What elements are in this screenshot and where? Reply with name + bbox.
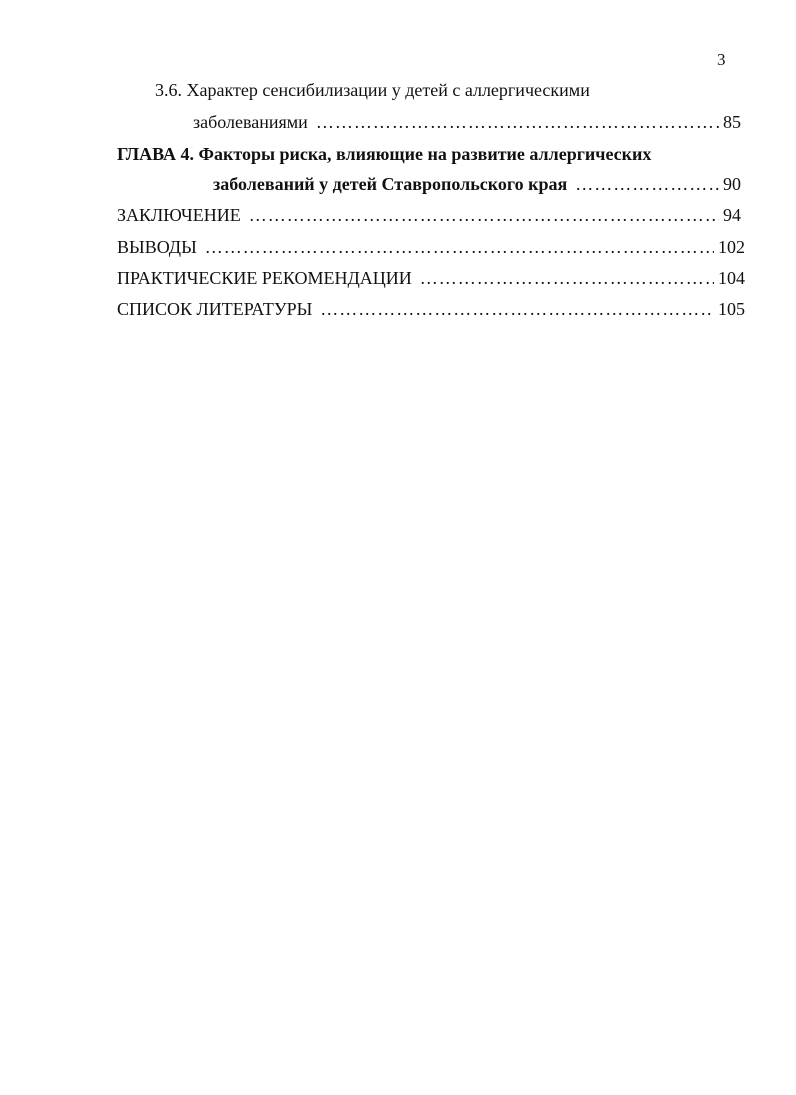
toc-findings-label: ВЫВОДЫ [117, 237, 197, 257]
toc-page-number: 105 [718, 299, 745, 319]
toc-page-number: 104 [718, 268, 745, 288]
toc-chapter-4-title-line2: заболеваний у детей Ставропольского края [213, 174, 568, 194]
toc-entry-references[interactable] [117, 298, 745, 320]
toc-entry-recommendations[interactable] [117, 267, 745, 289]
toc-leader-dots [420, 267, 714, 289]
page-number: 3 [717, 50, 726, 69]
toc-entry-chapter-4[interactable] [213, 173, 741, 195]
toc-references-label: СПИСОК ЛИТЕРАТУРЫ [117, 299, 313, 319]
toc-entry-section-3-6[interactable] [193, 111, 741, 133]
toc-conclusion-label: ЗАКЛЮЧЕНИЕ [117, 205, 241, 225]
toc-recommendations-label: ПРАКТИЧЕСКИЕ РЕКОМЕНДАЦИИ [117, 268, 412, 288]
toc-page-number: 90 [723, 174, 741, 194]
toc-leader-dots [316, 111, 719, 133]
toc-section-3-6-title-line1: 3.6. Характер сенсибилизации у детей с аллергическими [155, 80, 590, 100]
toc-leader-dots [249, 204, 719, 226]
toc-leader-dots [575, 173, 719, 195]
toc-page-number: 102 [718, 237, 745, 257]
toc-leader-dots [320, 298, 714, 320]
toc-page-number: 85 [723, 112, 741, 132]
toc-chapter-4-title-line1: ГЛАВА 4. Факторы риска, влияющие на развитие аллергических [117, 144, 652, 164]
toc-entry-findings[interactable] [117, 236, 745, 258]
toc-section-3-6-title-line2: заболеваниями [193, 112, 308, 132]
toc-page-number: 94 [723, 205, 741, 225]
toc-entry-conclusion[interactable] [117, 204, 741, 226]
toc-leader-dots [205, 236, 714, 258]
